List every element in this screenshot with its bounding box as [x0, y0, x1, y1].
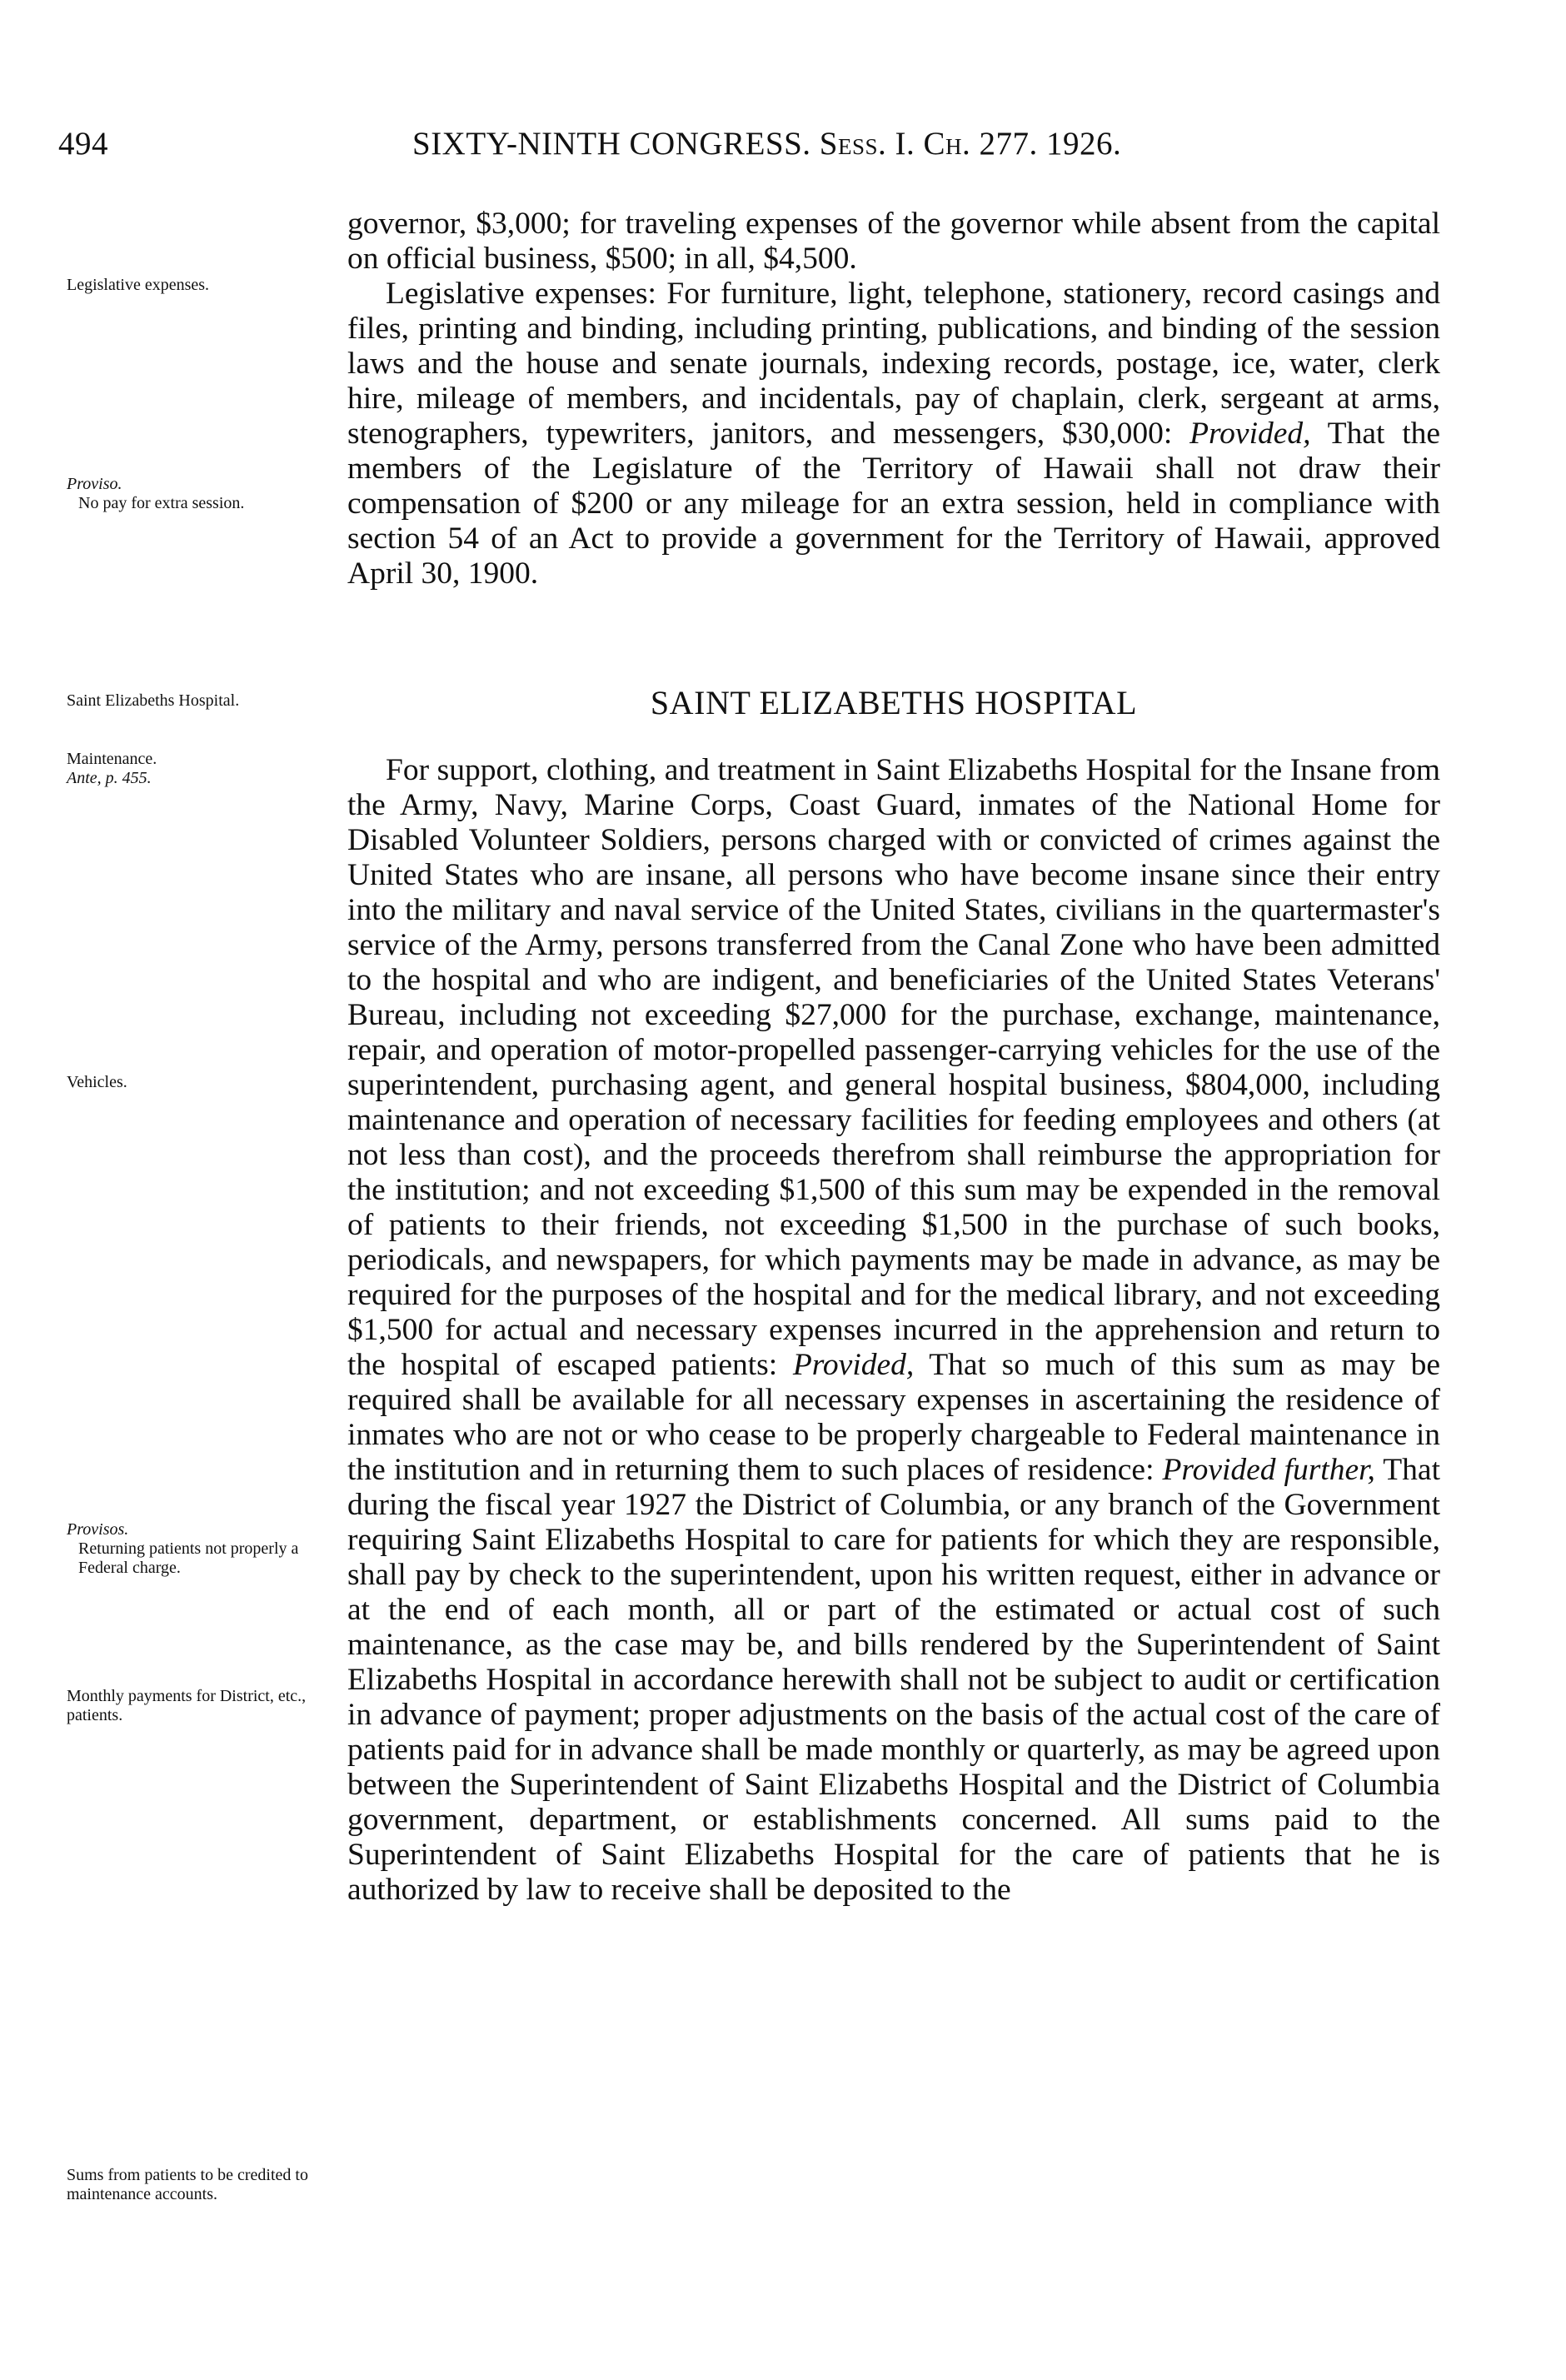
- maintenance-note: Maintenance.: [67, 750, 157, 768]
- session-label: Sess. I.: [819, 126, 915, 162]
- hospital-text-1: For support, clothing, and treatment in Saint Elizabeths Hospital for the Insane from the Army, Navy, Marine Corps, Coast Guard, inmates of the National Home for Disabled Volunteer Soldiers, persons charged with or convicted of crimes against the United States who are insane, all persons who have become insane since their entry into the military and naval service of the United States, civilians in the quartermaster's service of the Army, persons transferred from the Canal Zone who have been admitted to the hospital and who are indigent, and beneficiaries of the United States Veterans' Bureau, including not exceeding $27,000 for the purchase, exchange, maintenance, repair, and operation of motor-propelled passenger-carrying vehicles for the use of the superintendent, purchasing agent, and general hospital business, $804,000, including maintenance and operation of necessary facilities for feeding employees and others (at not less than cost), and the proceeds therefrom shall reimburse the appropriation for the institution; and not exceeding $1,500 of this sum may be expended in the removal of patients to their friends, not exceeding $1,500 in the purchase of such books, periodicals, and newspapers, for which payments may be made in advance, as may be required for the purposes of the hospital and for the medical library, and not exceeding $1,500 for actual and necessary expenses incurred in the apprehension and return to the hospital of escaped patients:: [347, 753, 1440, 1382]
- legislative-proviso-text: That the members of the Legislature of the Territory of Hawaii shall not draw their compensation of $200 or any mileage for an extra session, held in compliance with section 54 of an Act to provide a government for the Territory of Hawaii, approved April 30, 1900.: [347, 417, 1441, 591]
- provisos-label: Provisos.: [67, 1520, 129, 1539]
- paragraph-legislative-expenses: [347, 277, 1440, 591]
- margin-note-maintenance: [67, 750, 337, 788]
- returning-patients-note: Returning patients not properly a Federal charge.: [78, 1539, 299, 1577]
- provided-italic: Provided,: [1189, 417, 1311, 451]
- margin-note-monthly-payments: Monthly payments for District, etc., patients.: [67, 1687, 307, 1724]
- margin-note-saint-elizabeths: Saint Elizabeths Hospital.: [67, 691, 240, 710]
- chapter-label: Ch. 277.: [923, 126, 1038, 162]
- legislative-text: Legislative expenses: For furniture, light, telephone, stationery, record casings and files, printing and binding, including printing, publications, and binding of the session laws and the house and senate journals, indexing records, postage, ice, water, clerk hire, mileage of members, and incidentals, pay of chaplain, clerk, sergeant at arms, stenographers, typewriters, janitors, and messengers, $30,000:: [347, 277, 1440, 451]
- hawaii-section: [347, 207, 1440, 591]
- section-title: SAINT ELIZABETHS HOSPITAL: [650, 684, 1138, 721]
- margin-note-provisos: [67, 1520, 337, 1578]
- margin-note-sums-from-patients: Sums from patients to be credited to maintenance accounts.: [67, 2166, 308, 2203]
- proviso-label: Proviso.: [67, 475, 122, 493]
- year-label: 1926.: [1046, 126, 1122, 162]
- hospital-text-3: That during the fiscal year 1927 the District of Columbia, or any branch of the Government requiring Saint Elizabeths Hospital to care for patients for which they are responsible, shall pay by check to the superintendent, upon his written request, either in advance or at the end of each month, all or part of the estimated or actual cost of such maintenance, as the case may be, and bills rendered by the Superintendent of Saint Elizabeths Hospital in accordance herewith shall not be subject to audit or certification in advance of payment; proper adjustments on the basis of the actual cost of the care of patients paid for in advance shall be made monthly or quarterly, as may be agreed upon between the Superintendent of Saint Elizabeths Hospital and the District of Columbia government, department, or establishments concerned. All sums paid to the Superintendent of Saint Elizabeths Hospital for the care of patients that he is authorized by law to receive shall be deposited to the: [347, 1453, 1440, 1907]
- margin-note-proviso: [67, 475, 337, 513]
- paragraph-governor: governor, $3,000; for traveling expenses of the governor while absent from the capital on official business, $500; in all, $4,500.: [347, 207, 1440, 276]
- page-number: 494: [58, 126, 108, 162]
- paragraph-hospital: [347, 753, 1440, 1908]
- running-head: [58, 125, 1441, 175]
- margin-note-legislative: Legislative expenses.: [67, 276, 210, 294]
- no-pay-note: No pay for extra session.: [78, 494, 245, 512]
- provided-further-italic: Provided further,: [1162, 1453, 1375, 1487]
- hospital-text-2: That so much of this sum as may be required shall be available for all necessary expenses in ascertaining the residence of inmates who are not or who cease to be properly chargeable to Federal maintenance in the institution and in returning them to such places of residence:: [347, 1348, 1440, 1487]
- hospital-section: [347, 753, 1440, 1908]
- running-title: [412, 125, 1121, 162]
- margin-note-vehicles: Vehicles.: [67, 1073, 127, 1091]
- provided-italic: Provided,: [792, 1348, 915, 1382]
- ante-reference: Ante, p. 455.: [67, 769, 152, 787]
- congress-title: SIXTY-NINTH CONGRESS.: [412, 126, 811, 162]
